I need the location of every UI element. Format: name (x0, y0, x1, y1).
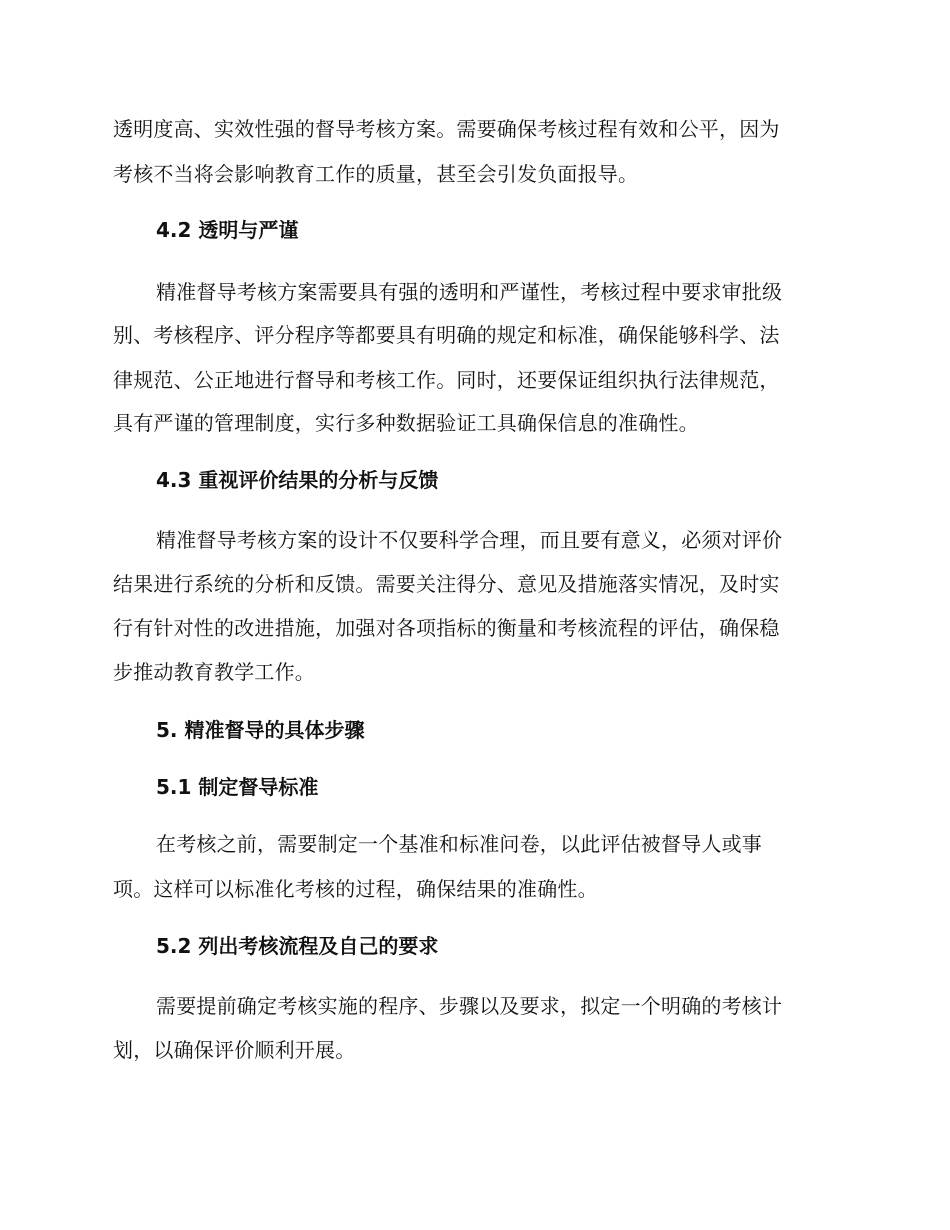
paragraph-line: 具有严谨的管理制度，实行多种数据验证工具确保信息的准确性。 (113, 411, 699, 435)
section-heading-5: 5. 精准督导的具体步骤 (156, 718, 365, 742)
paragraph-line: 考核不当将会影响教育工作的质量，甚至会引发负面报导。 (113, 162, 639, 186)
paragraph-line: 行有针对性的改进措施，加强对各项指标的衡量和考核流程的评估，确保稳 (113, 616, 780, 640)
section-heading-5-1: 5.1 制定督导标准 (156, 775, 319, 799)
paragraph-line: 项。这样可以标准化考核的过程，确保结果的准确性。 (113, 877, 598, 901)
paragraph-line: 精准督导考核方案需要具有强的透明和严谨性，考核过程中要求审批级 (156, 280, 783, 304)
paragraph-line: 精准督导考核方案的设计不仅要科学合理，而且要有意义，必须对评价 (156, 528, 783, 552)
paragraph-line: 需要提前确定考核实施的程序、步骤以及要求，拟定一个明确的考核计 (156, 994, 783, 1018)
section-heading-5-2: 5.2 列出考核流程及自己的要求 (156, 934, 439, 958)
section-heading-4-2: 4.2 透明与严谨 (156, 218, 299, 242)
paragraph-line: 在考核之前，需要制定一个基准和标准问卷，以此评估被督导人或事 (156, 832, 762, 856)
paragraph-line: 律规范、公正地进行督导和考核工作。同时，还要保证组织执行法律规范， (113, 368, 780, 392)
paragraph-line: 步推动教育教学工作。 (113, 660, 315, 684)
section-heading-4-3: 4.3 重视评价结果的分析与反馈 (156, 468, 439, 492)
paragraph-line: 别、考核程序、评分程序等都要具有明确的规定和标准，确保能够科学、法 (113, 323, 780, 347)
paragraph-line: 结果进行系统的分析和反馈。需要关注得分、意见及措施落实情况，及时实 (113, 572, 780, 596)
paragraph-line: 划，以确保评价顺利开展。 (113, 1038, 356, 1062)
paragraph-line: 透明度高、实效性强的督导考核方案。需要确保考核过程有效和公平，因为 (113, 117, 780, 141)
